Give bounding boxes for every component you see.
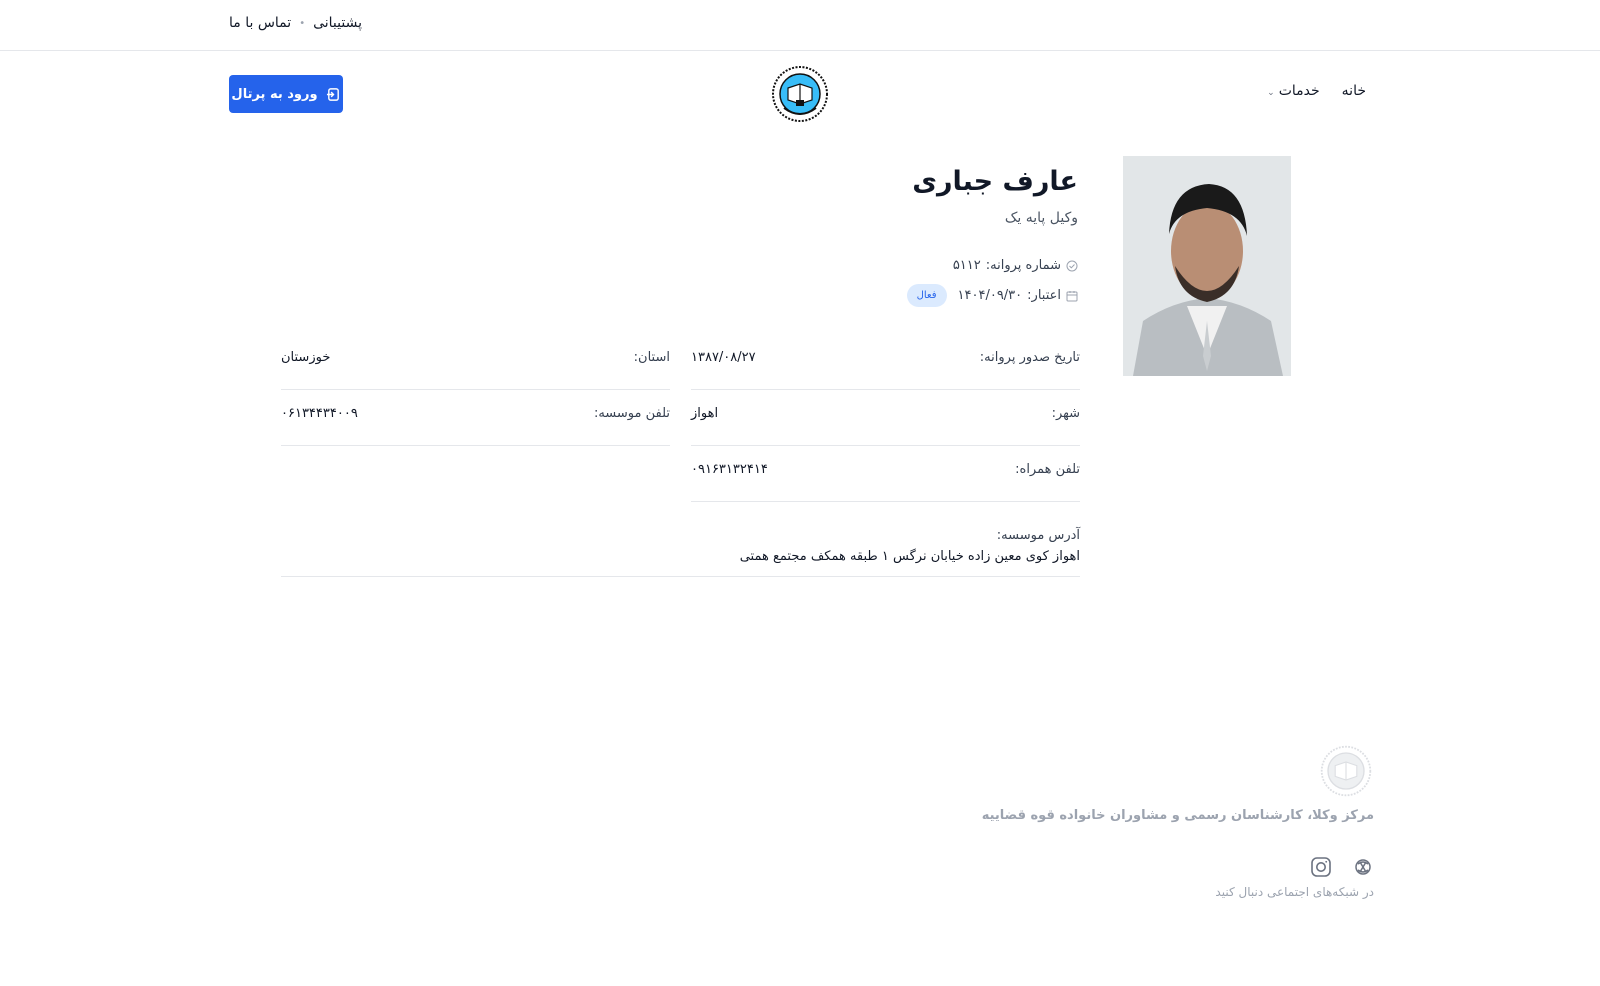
eitaa-icon[interactable]	[1352, 856, 1374, 878]
lawyer-rank: وکیل پایه یک	[1004, 210, 1078, 226]
social-links	[1310, 856, 1374, 878]
judiciary-logo[interactable]	[770, 64, 830, 124]
status-badge: فعال	[907, 284, 947, 307]
license-value: ۵۱۱۲	[952, 258, 981, 273]
portal-login-button[interactable]	[229, 75, 343, 113]
province-row	[281, 334, 670, 390]
validity-label: اعتبار:	[1027, 288, 1061, 303]
lawyer-photo	[1123, 156, 1291, 376]
issue-date-label: تاریخ صدور پروانه:	[979, 350, 1080, 365]
office-phone-value: ۰۶۱۳۴۴۳۴۰۰۹	[281, 406, 358, 421]
address-row	[281, 522, 1080, 577]
province-value: خوزستان	[281, 350, 331, 365]
nav-services[interactable]	[1267, 83, 1320, 99]
chevron-down-icon: ⌄	[1267, 88, 1275, 98]
address-value: اهواز کوی معین زاده خیابان نرگس ۱ طبقه همکف مجتمع همتی	[739, 549, 1080, 564]
nav-services-label: خدمات	[1278, 83, 1320, 99]
support-link[interactable]: پشتیبانی	[313, 15, 362, 31]
contact-link[interactable]: تماس با ما	[229, 15, 292, 31]
check-circle-icon	[1066, 260, 1078, 272]
validity	[907, 284, 1078, 307]
top-bar	[0, 0, 1600, 51]
office-phone-row	[281, 390, 670, 446]
mobile-label: تلفن همراه:	[1015, 462, 1080, 477]
calendar-icon	[1066, 290, 1078, 302]
portal-login-label: ورود به پرتال	[231, 86, 318, 102]
issue-date-value: ۱۳۸۷/۰۸/۲۷	[691, 350, 756, 365]
nav-home[interactable]: خانه	[1341, 83, 1366, 99]
footer-logo	[1319, 744, 1373, 798]
top-links	[229, 15, 362, 31]
city-row	[691, 390, 1080, 446]
main-nav	[1267, 83, 1366, 99]
separator-dot: •	[299, 17, 306, 29]
city-label: شهر:	[1051, 406, 1080, 421]
issue-date-row	[691, 334, 1080, 390]
province-label: استان:	[633, 350, 670, 365]
footer-follow-text: در شبکه‌های اجتماعی دنبال کنید	[1215, 885, 1374, 899]
license-label: شماره پروانه:	[985, 258, 1061, 273]
city-value: اهواز	[691, 406, 719, 421]
validity-value: ۱۴۰۴/۰۹/۳۰	[957, 288, 1023, 303]
lawyer-name: عارف جباری	[912, 166, 1078, 197]
login-icon	[326, 87, 341, 102]
instagram-icon[interactable]	[1310, 856, 1332, 878]
mobile-value: ۰۹۱۶۳۱۳۲۴۱۴	[691, 462, 768, 477]
license-number	[953, 258, 1078, 273]
office-phone-label: تلفن موسسه:	[593, 406, 670, 421]
footer-title: مرکز وکلا، کارشناسان رسمی و مشاوران خانواده قوه قضاییه	[981, 808, 1374, 823]
mobile-row	[691, 446, 1080, 502]
address-label: آدرس موسسه:	[996, 528, 1080, 543]
